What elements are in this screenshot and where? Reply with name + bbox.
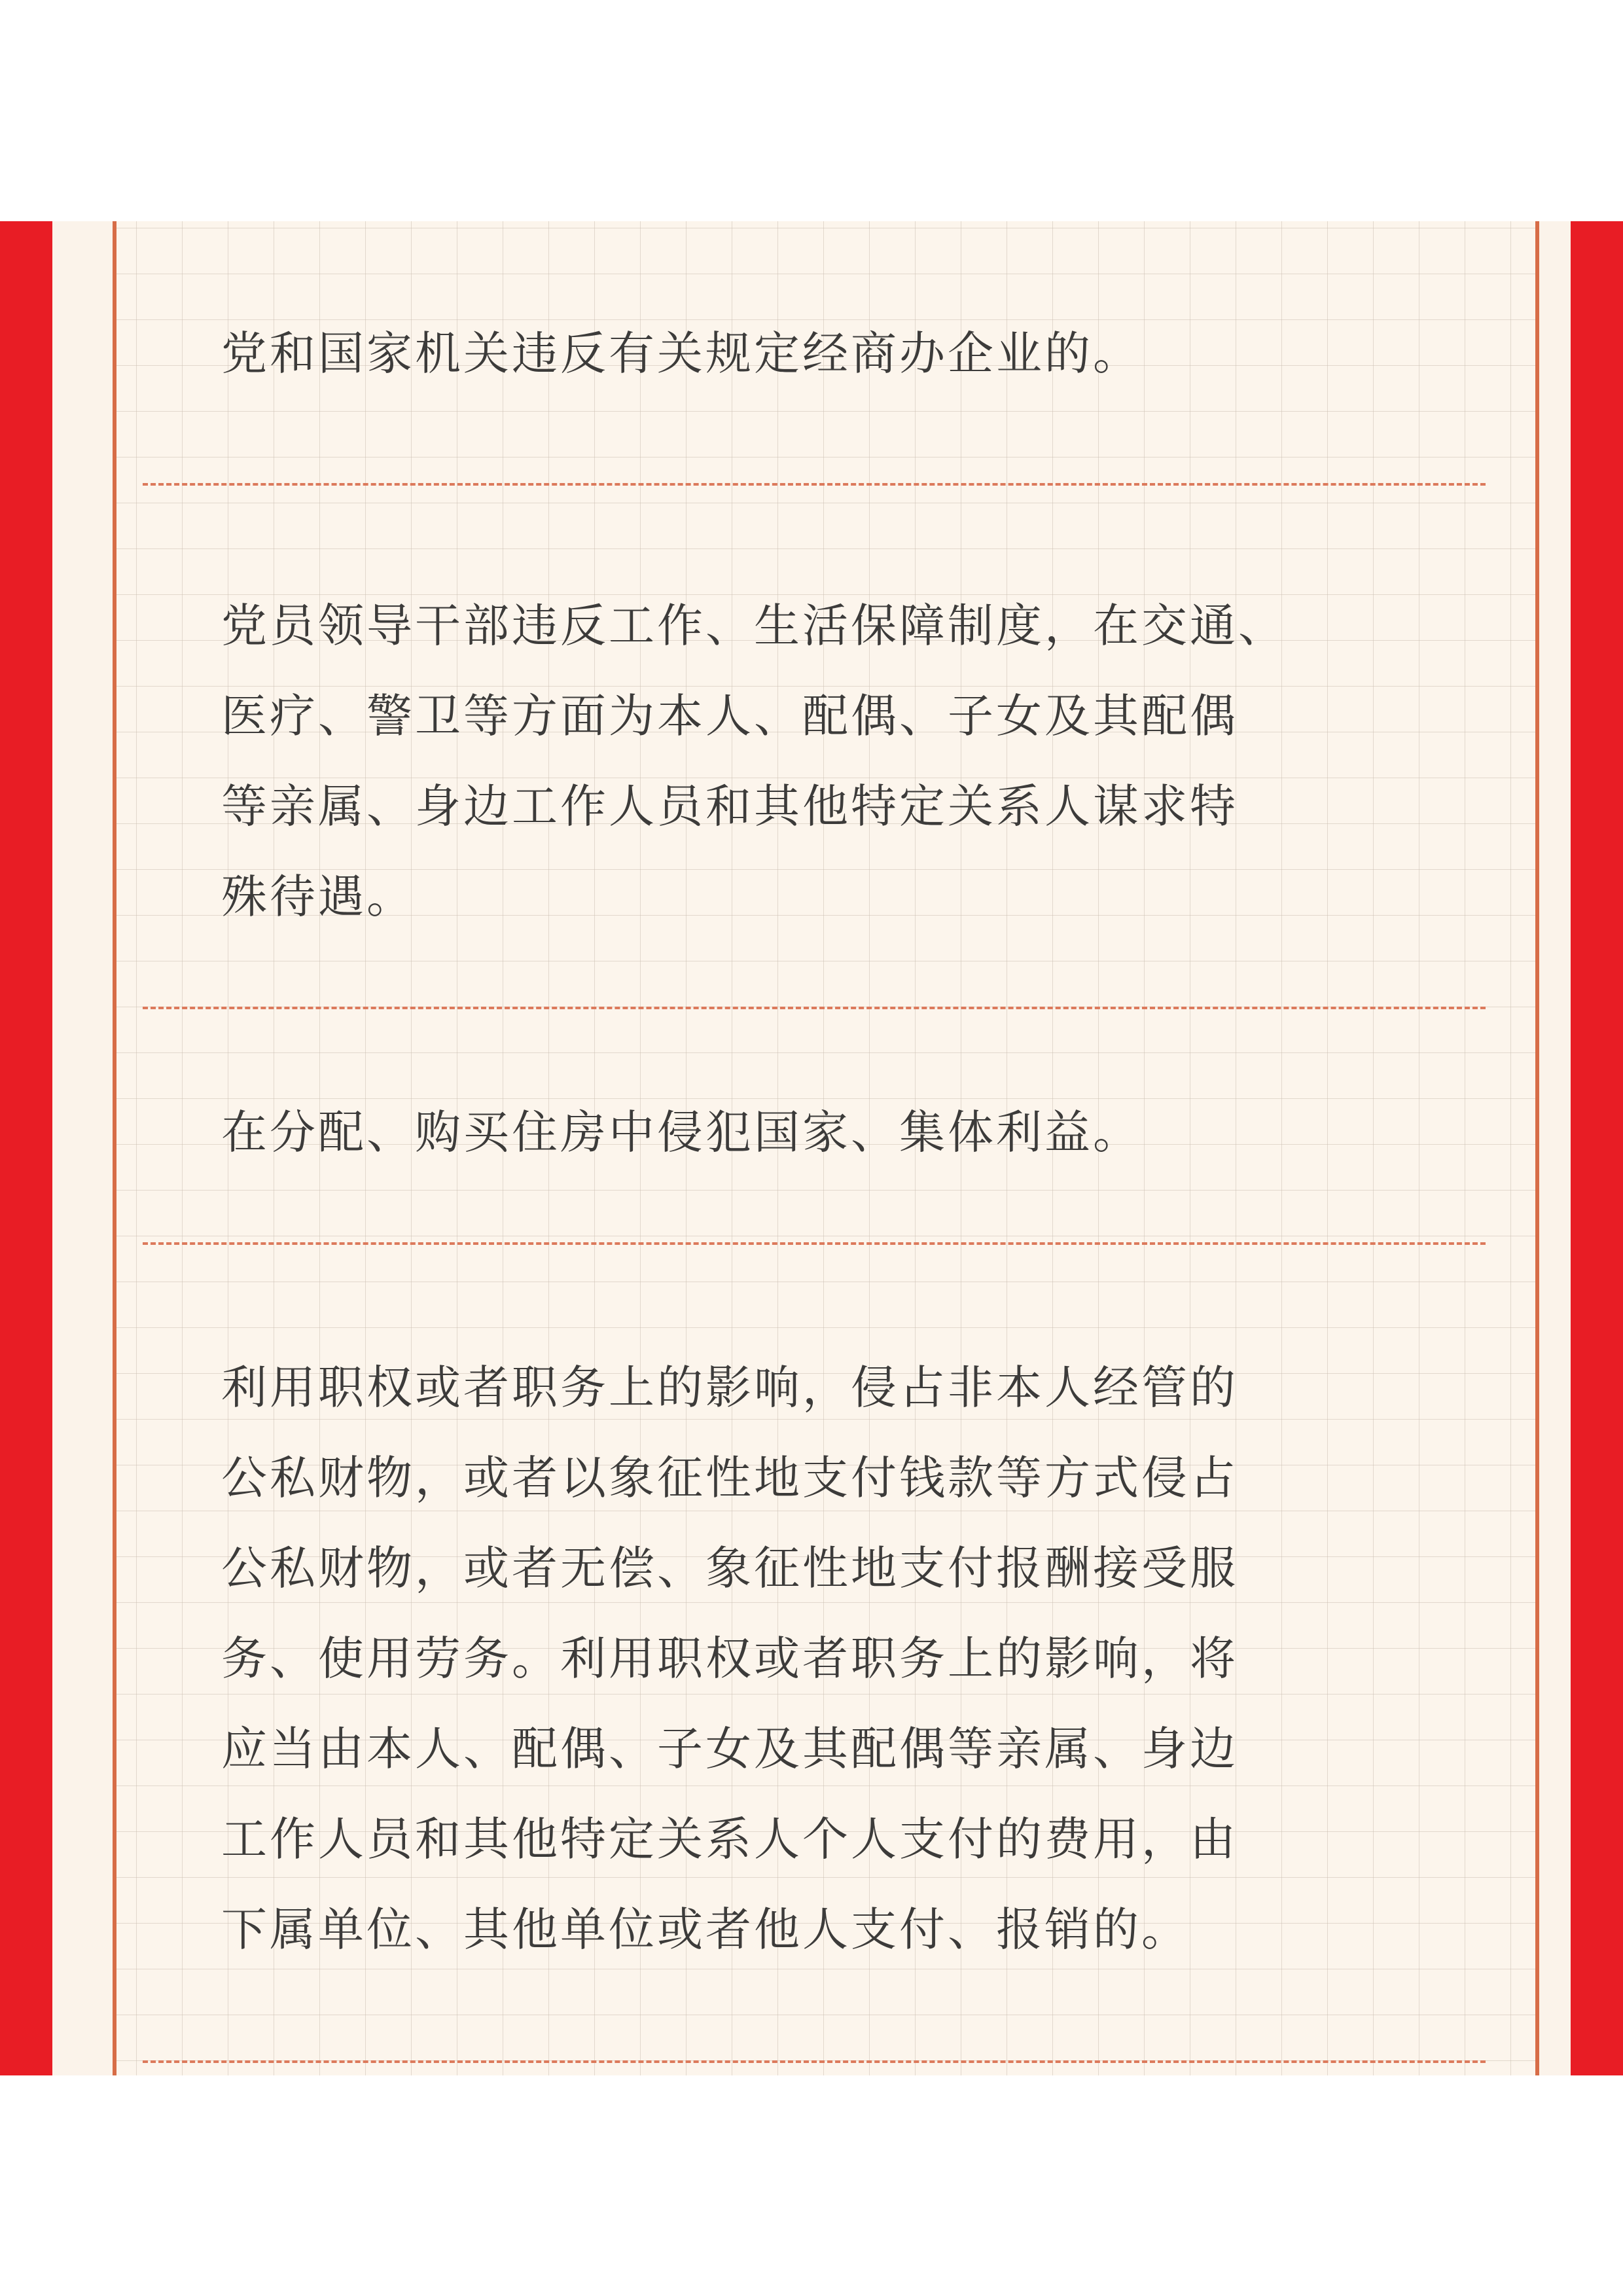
dashed-divider: [143, 483, 1486, 486]
left-margin-band: [52, 221, 113, 2075]
dashed-divider: [143, 2060, 1486, 2063]
paragraph-1: 党和国家机关违反有关规定经商办企业的。: [221, 327, 1141, 380]
paragraph-2: 党员领导干部违反工作、生活保障制度，在交通、 医疗、警卫等方面为本人、配偶、子女及其配偶 等亲属、身边工作人员和其他特定关系人谋求特 殊待遇。: [221, 599, 1287, 924]
paragraph-4: 利用职权或者职务上的影响，侵占非本人经管的 公私财物，或者以象征性地支付钱款等方式侵占 公私财物，或者无偿、象征性地支付报酬接受服 务、使用劳务。利用职权或者职务上的影响，将 应当由本人、配偶、子女及其配偶等亲属、身边 工作人员和其他特定关系人个人支付的费用，由 下属单位、其他单位或者他人支付、报销的。: [221, 1361, 1238, 1956]
right-red-border: [1571, 221, 1623, 2075]
dashed-divider: [143, 1007, 1486, 1009]
dashed-divider: [143, 1242, 1486, 1245]
left-red-border: [0, 221, 52, 2075]
paragraph-3: 在分配、购买住房中侵犯国家、集体利益。: [221, 1105, 1141, 1159]
right-margin-band: [1539, 221, 1571, 2075]
